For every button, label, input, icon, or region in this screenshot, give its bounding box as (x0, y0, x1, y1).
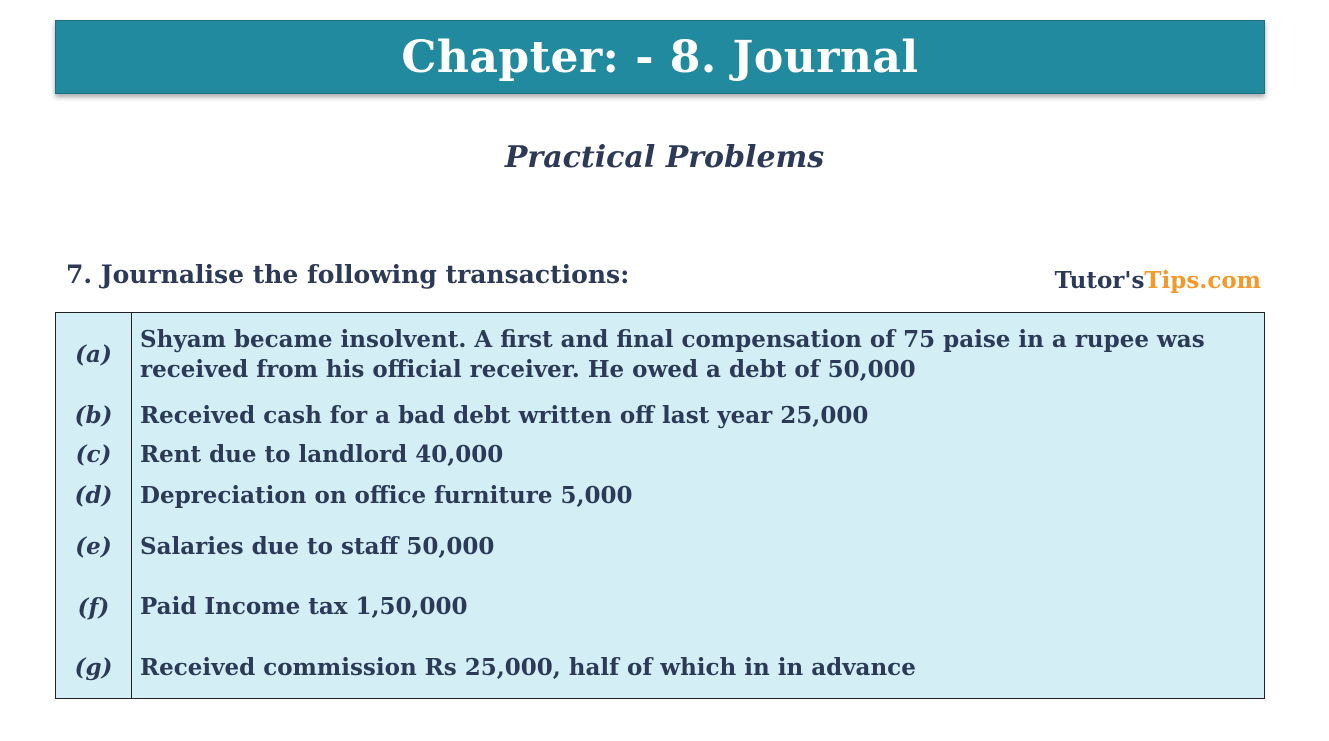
table-row (56, 435, 1265, 475)
transaction-label: (e) (56, 517, 132, 577)
transaction-label: (d) (56, 475, 132, 517)
table-row (56, 638, 1265, 699)
transaction-description: Received commission Rs 25,000, half of which in in advance (140, 653, 916, 681)
transaction-description: Salaries due to staff 50,000 (140, 532, 495, 560)
section-subtitle: Practical Problems (504, 140, 825, 175)
transaction-label: (a) (56, 313, 132, 397)
brand-logo (1055, 267, 1261, 294)
brand-part-2: Tips.com (1144, 267, 1261, 294)
transaction-description: Rent due to landlord 40,000 (140, 440, 504, 468)
chapter-banner (55, 20, 1265, 94)
transaction-description: Paid Income tax 1,50,000 (140, 593, 468, 620)
transaction-description: Shyam became insolvent. A first and final compensation of 75 paise in a rupee was received from his official receiver. He owed a debt of 50,000 (140, 325, 1205, 383)
transaction-label: (b) (56, 397, 132, 435)
transaction-label: (c) (56, 435, 132, 475)
question-text: 7. Journalise the following transactions: (66, 260, 630, 289)
chapter-title: Chapter: - 8. Journal (401, 31, 919, 83)
table-row (56, 313, 1265, 397)
transaction-description: Received cash for a bad debt written off last year 25,000 (140, 401, 869, 429)
transaction-label: (g) (56, 638, 132, 699)
transaction-description: Depreciation on office furniture 5,000 (140, 481, 633, 509)
transactions-table (55, 312, 1265, 699)
table-row (56, 475, 1265, 517)
brand-part-1: Tutor's (1054, 267, 1145, 294)
table-row (56, 517, 1265, 577)
table-row (56, 397, 1265, 435)
transaction-label: (f) (56, 577, 132, 638)
table-row (56, 577, 1265, 638)
